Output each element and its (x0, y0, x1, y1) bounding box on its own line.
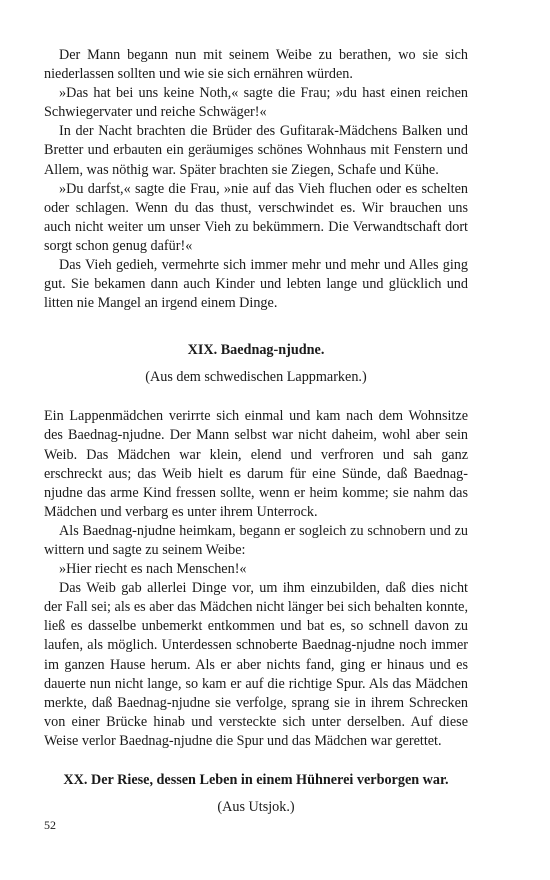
paragraph: »Das hat bei uns keine Noth,« sagte die Frau; »du hast einen reichen Schwiegervater und reiche Schwäger!« (44, 85, 468, 121)
section-xix (44, 341, 468, 751)
section-title: XX. Der Riese, dessen Leben in einem Hühnerei verborgen war. (63, 772, 449, 788)
paragraph: Das Weib gab allerlei Dinge vor, um ihm einzubilden, daß dies nicht der Fall sei; als es aber das Mädchen nicht länger bei sich behalten konnte, ließ es dasselbe unbemerkt entkommen und bat es, so schnell davon zu laufen, als möglich. Unterdessen schnoberte Baednag-njudne noch immer im ganzen Hause herum. Als er aber nichts fand, ging er hinaus und es dauerte nun nicht lange, so kam er auf die richtige Spur. Als das Mädchen merkte, daß Baednag-njudne sie verfolge, sprang sie in ihrem Schrecken von einer Brücke hinab und versteckte sich unter derselben. Auf diese Weise verlor Baednag-njudne die Spur und das Mädchen war gerettet. (44, 580, 468, 749)
section-xx (44, 771, 468, 817)
paragraph: In der Nacht brachten die Brüder des Gufitarak-Mädchens Balken und Bretter und erbauten ein geräumiges schönes Wohnhaus mit Fenstern und Allem, was nöthig war. Später brachten sie Ziegen, Schafe und Kühe. (44, 123, 468, 178)
page-body (44, 46, 468, 817)
story-ending (44, 46, 468, 313)
paragraph: Ein Lappenmädchen verirrte sich einmal und kam nach dem Wohnsitze des Baednag-njudne. Der Mann selbst war nicht daheim, wohl aber sein Weib. Das Mädchen war klein, elend und verfroren und sah ganz erschreckt aus; das Weib hielt es darum für eine Sünde, daß Baednag-njudne das arme Kind fressen sollte, wenn er heim komme; sie nahm das Mädchen und verbarg es unter ihrem Unterrock. (44, 408, 468, 520)
paragraph: Der Mann begann nun mit seinem Weibe zu berathen, wo sie sich niederlassen sollten und wie sie sich ernähren würden. (44, 47, 468, 83)
page-number: 52 (44, 818, 56, 832)
paragraph: »Hier riecht es nach Menschen!« (59, 561, 247, 578)
paragraph: Das Vieh gedieh, vermehrte sich immer mehr und mehr und Alles ging gut. Sie bekamen dann auch Kinder und lebten lange und glücklich und litten nie Mangel an irgend einem Dinge. (44, 257, 468, 312)
section-source: (Aus Utsjok.) (217, 799, 295, 815)
section-title: XIX. Baednag-njudne. (187, 342, 325, 359)
section-source: (Aus dem schwedischen Lappmarken.) (145, 369, 367, 386)
paragraph: Als Baednag-njudne heimkam, begann er sogleich zu schnobern und zu wittern und sagte zu seinem Weibe: (44, 522, 468, 558)
paragraph: »Du darfst,« sagte die Frau, »nie auf das Vieh fluchen oder es schelten oder schlagen. Wenn du das thust, verschwindet es. Wir brauchen uns auch nicht weiter um unser Vieh zu bekümmern. Die Verwandtschaft dort sorgt schon genug dafür!« (44, 180, 468, 254)
